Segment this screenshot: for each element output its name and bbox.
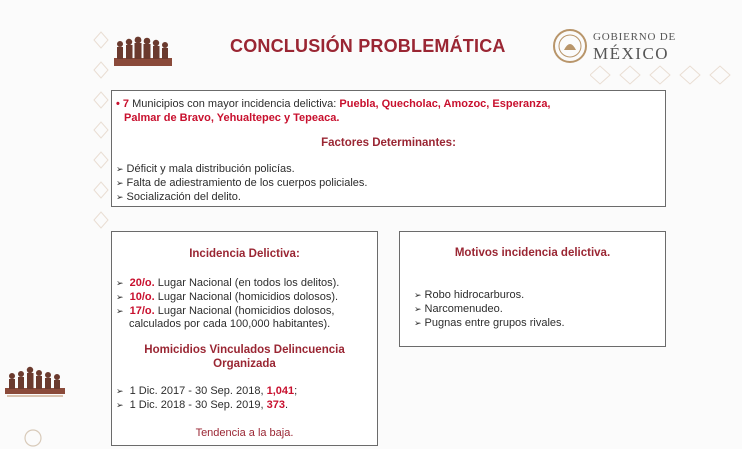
arrow-bullet-icon: ➢: [116, 292, 124, 302]
arrow-bullet-icon: ➢: [116, 386, 124, 396]
incidencia-title: Incidencia Delictiva:: [189, 248, 300, 260]
decorative-pattern-icon: [92, 30, 110, 230]
list-item-text: Lugar Nacional (homicidios dolosos,: [157, 305, 335, 317]
list-item: [414, 303, 503, 315]
arrow-bullet-icon: ➢: [116, 192, 124, 202]
period-value: 1,041: [266, 385, 295, 397]
arrow-bullet-icon: ➢: [116, 278, 124, 288]
homicidios-title-cont: Organizada: [213, 358, 276, 370]
list-item-text: Falta de adiestramiento de los cuerpos policiales.: [126, 177, 368, 189]
national-seal-icon: [20, 428, 46, 448]
list-item-text: Socialización del delito.: [126, 191, 241, 203]
list-item: [116, 385, 297, 397]
list-item: [116, 305, 334, 317]
list-bullet: •: [116, 98, 120, 110]
period-suffix: .: [284, 399, 289, 411]
municipios-count: 7: [122, 98, 130, 110]
heroes-illustration-icon: [5, 364, 65, 398]
list-item: [116, 163, 295, 175]
list-item: [116, 277, 339, 289]
trend-text: Tendencia a la baja.: [195, 427, 294, 439]
heroes-illustration-icon: [114, 32, 172, 66]
arrow-bullet-icon: ➢: [414, 290, 422, 300]
logo-text-line2: MÉXICO: [593, 44, 670, 63]
list-item: [116, 191, 241, 203]
motivos-box: [399, 231, 666, 347]
list-item: [116, 177, 367, 189]
municipios-box: [111, 90, 666, 207]
arrow-bullet-icon: ➢: [116, 178, 124, 188]
list-item-text: Déficit y mala distribución policías.: [126, 163, 295, 175]
arrow-bullet-icon: ➢: [116, 164, 124, 174]
page-title: CONCLUSIÓN PROBLEMÁTICA: [230, 36, 506, 56]
homicidios-title: Homicidios Vinculados Delincuencia: [144, 344, 345, 356]
list-item-text: Robo hidrocarburos.: [424, 289, 525, 301]
municipios-list-cont: Palmar de Bravo, Yehualtepec y Tepeaca.: [124, 112, 340, 124]
list-item-text-cont: calculados por cada 100,000 habitantes).: [129, 318, 331, 330]
period-text: 1 Dic. 2018 - 30 Sep. 2019,: [129, 399, 267, 411]
arrow-bullet-icon: ➢: [116, 400, 124, 410]
logo-text-line1: GOBIERNO DE: [593, 31, 677, 43]
motivos-title: Motivos incidencia delictiva.: [454, 247, 611, 259]
national-seal-icon: [552, 28, 588, 64]
list-item-text: Lugar Nacional (homicidios dolosos).: [157, 291, 339, 303]
list-item: [414, 289, 524, 301]
decorative-pattern-icon: [590, 64, 740, 86]
rank-value: 17/o.: [129, 305, 155, 317]
factors-title: Factores Determinantes:: [321, 137, 456, 149]
list-item-text: Narcomenudeo.: [424, 303, 503, 315]
list-item: [116, 291, 338, 303]
municipios-lead: Municipios con mayor incidencia delictiva:: [132, 98, 337, 110]
arrow-bullet-icon: ➢: [414, 304, 422, 314]
arrow-bullet-icon: ➢: [116, 306, 124, 316]
municipios-line: [116, 98, 551, 110]
arrow-bullet-icon: ➢: [414, 318, 422, 328]
period-text: 1 Dic. 2017 - 30 Sep. 2018,: [129, 385, 267, 397]
list-item-text: Lugar Nacional (en todos los delitos).: [157, 277, 340, 289]
list-item-text: Pugnas entre grupos rivales.: [424, 317, 565, 329]
period-value: 373: [266, 399, 285, 411]
rank-value: 10/o.: [129, 291, 155, 303]
list-item: [116, 399, 288, 411]
list-item: [414, 317, 565, 329]
municipios-list: Puebla, Quecholac, Amozoc, Esperanza,: [339, 98, 551, 110]
period-suffix: ;: [294, 385, 298, 397]
rank-value: 20/o.: [129, 277, 155, 289]
incidencia-box: [111, 231, 378, 446]
